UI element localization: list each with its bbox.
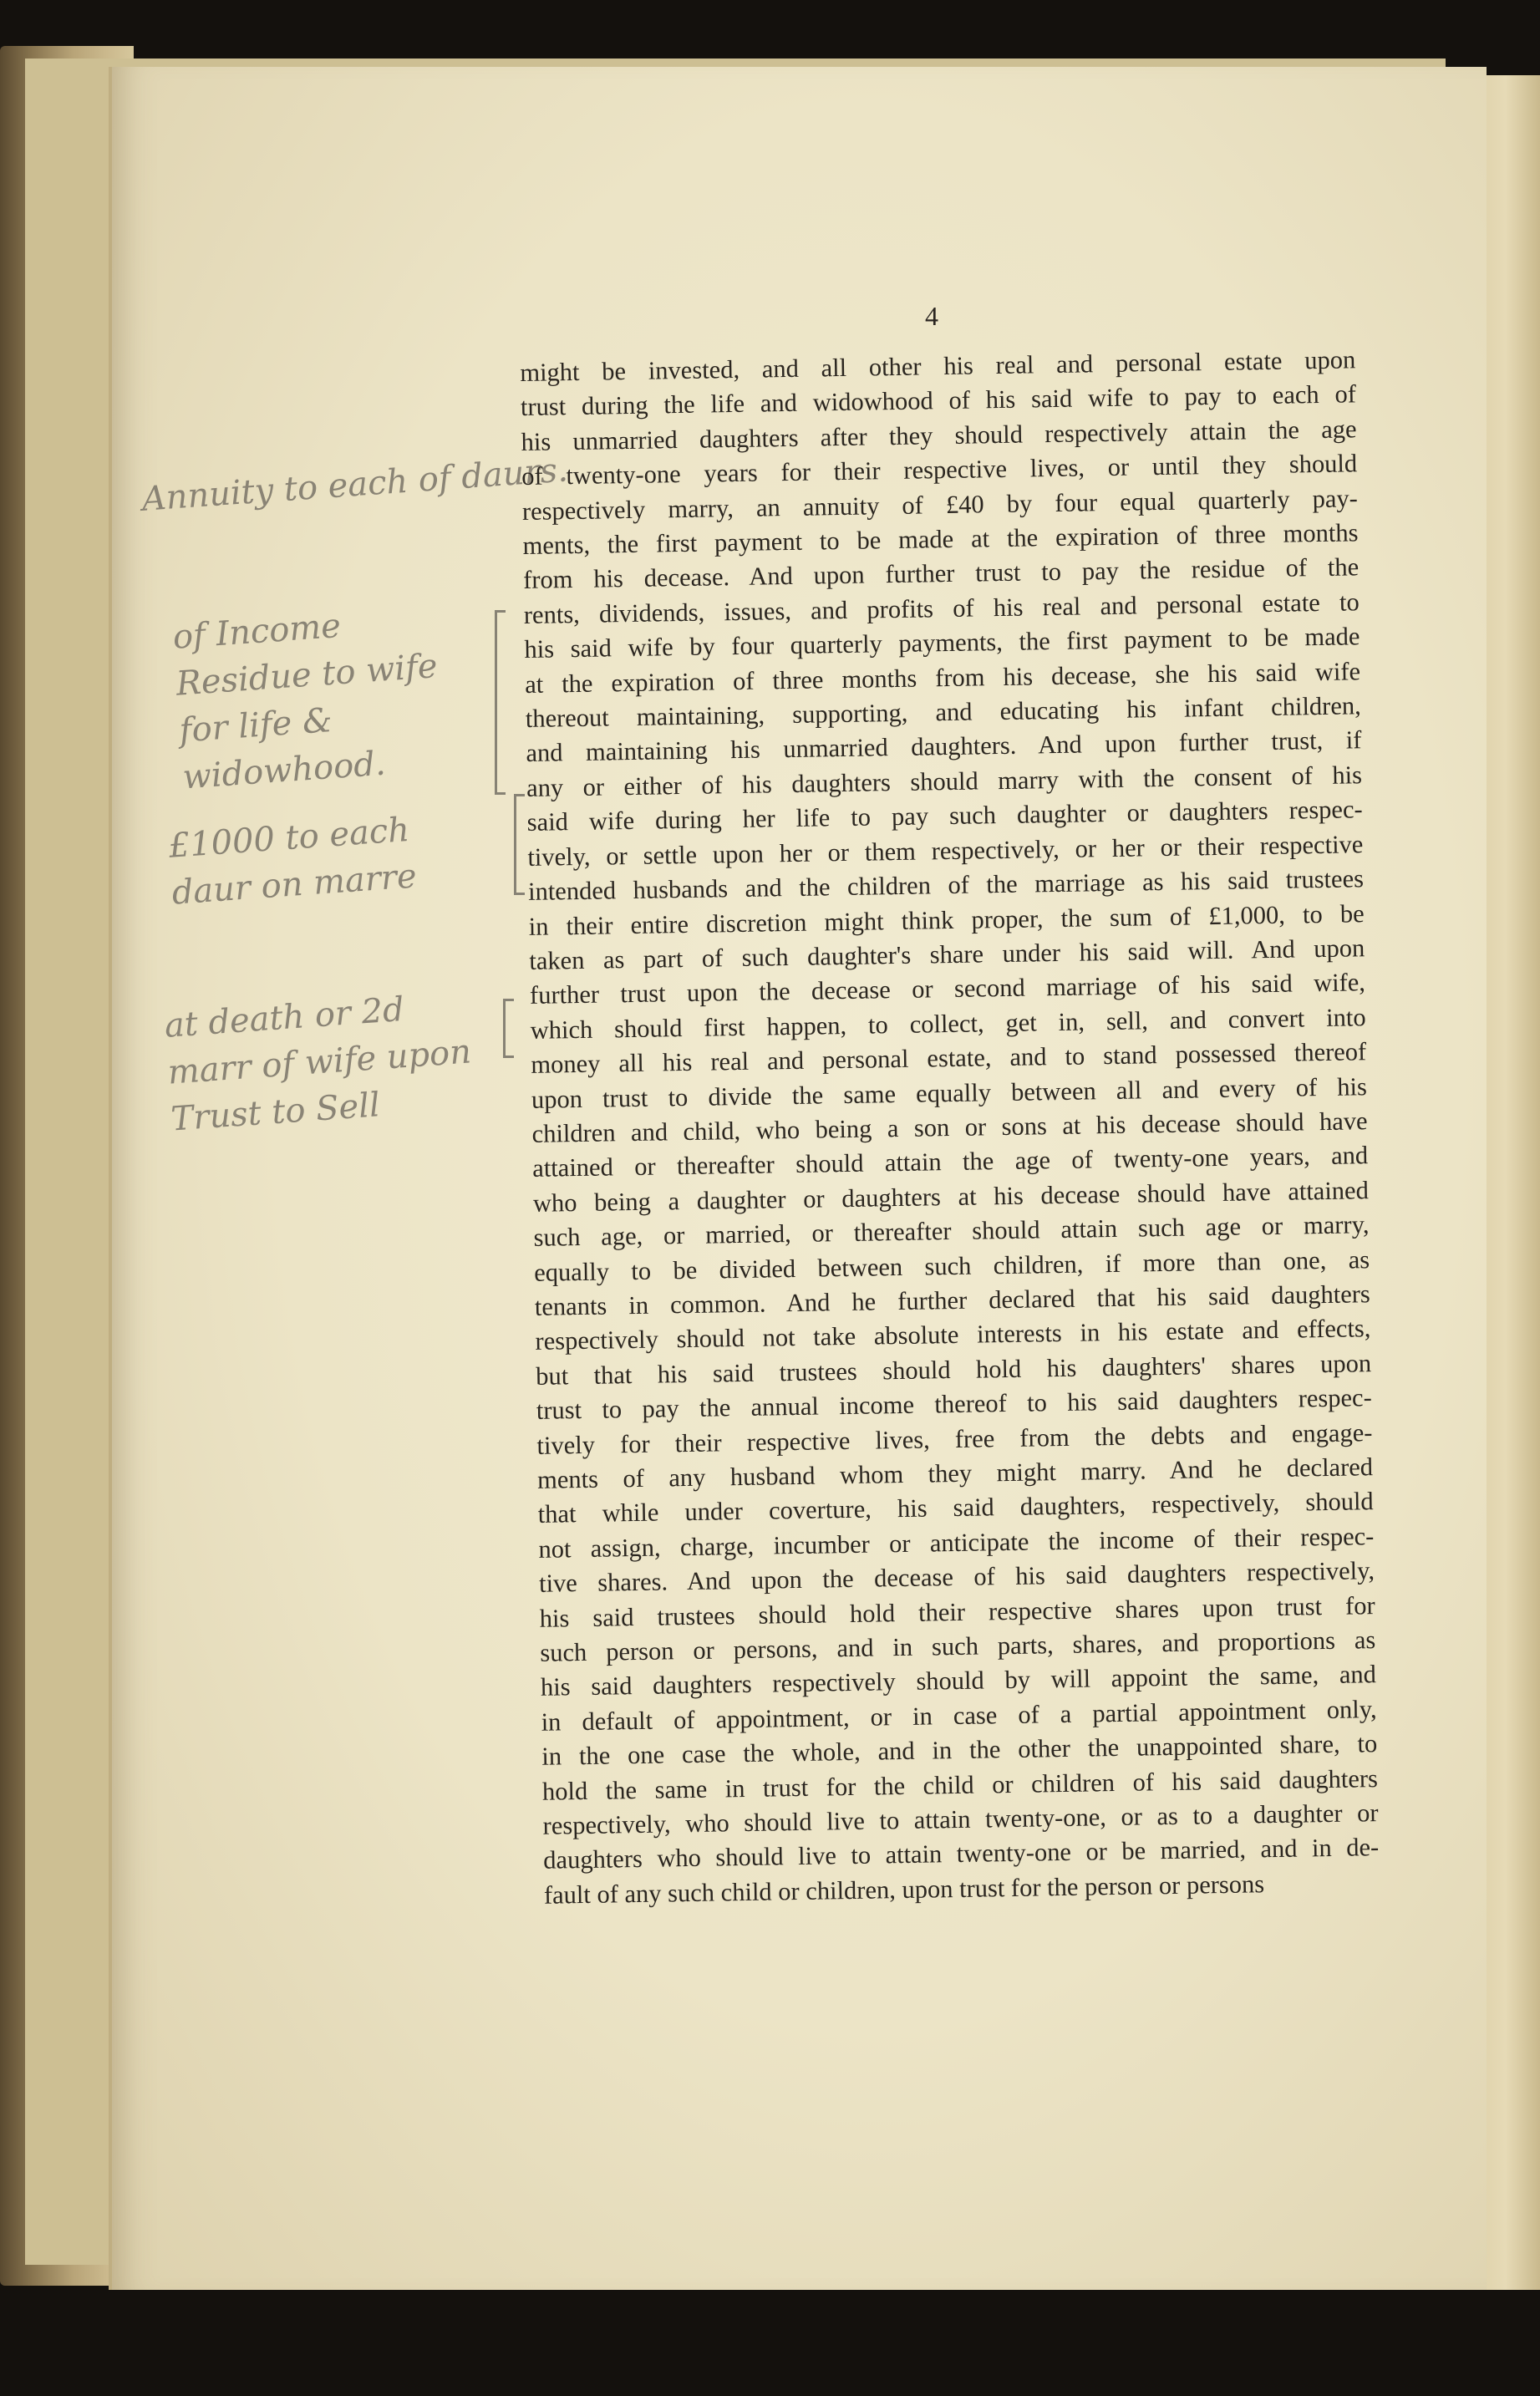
- text-line: respectively, who should live to attain twenty-one, or as to a daughter or: [542, 1798, 1379, 1840]
- text-line: in default of appointment, or in case of a partial appointment only,: [541, 1694, 1377, 1737]
- text-line: might be invested, and all other his real and personal estate upon: [520, 345, 1356, 387]
- text-line: in their entire discretion might think proper, the sum of £1,000, to be: [528, 898, 1365, 941]
- text-line: fault of any such child or children, upon trust for the person or persons: [543, 1869, 1265, 1910]
- margin-note: of Income Residue to wife for life & widowhood.: [171, 606, 439, 797]
- margin-note: at death or 2d marr of wife upon Trust to Sell: [163, 989, 473, 1139]
- text-line: any or either of his daughters should marry with the consent of his: [526, 761, 1363, 802]
- text-line: children and child, who being a son or sons at his decease should have: [531, 1106, 1368, 1148]
- text-line: money all his real and personal estate, and to stand possessed thereof: [531, 1037, 1367, 1080]
- text-line: such person or persons, and in such parts, shares, and proportions as: [540, 1625, 1376, 1667]
- text-line: that while under coverture, his said daughters, respectively, should: [537, 1487, 1374, 1529]
- text-line: trust during the life and widowhood of his said wife to pay to each of: [520, 379, 1357, 422]
- margin-bracket: [495, 610, 506, 795]
- text-line: and maintaining his unmarried daughters. And upon further trust, if: [526, 725, 1362, 768]
- text-line: said wife during her life to pay such daughter or daughters respec-: [526, 795, 1363, 837]
- text-line: tively for their respective lives, free from the debts and engage-: [536, 1417, 1373, 1460]
- text-line: his unmarried daughters after they should respectively attain the age: [521, 415, 1357, 456]
- text-line: but that his said trustees should hold his daughters' shares upon: [535, 1348, 1372, 1391]
- text-line: his said wife by four quarterly payments, the first payment to be made: [524, 622, 1360, 664]
- text-line: his said daughters respectively should by will appoint the same, and: [540, 1660, 1377, 1702]
- text-line: tive shares. And upon the decease of his said daughters respectively,: [538, 1556, 1375, 1599]
- text-line: respectively marry, an annuity of £40 by four equal quarterly pay-: [521, 483, 1359, 526]
- page-number: 4: [925, 301, 938, 331]
- text-line: further trust upon the decease or second marriage of his said wife,: [529, 968, 1366, 1010]
- text-line: respectively should not take absolute interests in his estate and effects,: [535, 1314, 1371, 1356]
- text-line: in the one case the whole, and in the other the unappointed share, to: [541, 1729, 1378, 1772]
- margin-bracket: [514, 794, 525, 895]
- text-line: hold the same in trust for the child or children of his said daughters: [541, 1763, 1379, 1806]
- text-line: ments, the first payment to be made at the expiration of three months: [522, 518, 1359, 561]
- text-line: ments of any husband whom they might marry. And he declared: [536, 1452, 1374, 1494]
- text-line: trust to pay the annual income thereof to his said daughters respec-: [536, 1383, 1372, 1426]
- text-line: of twenty-one years for their respective lives, or until they should: [521, 449, 1358, 491]
- text-line: thereout maintaining, supporting, and educating his infant children,: [525, 691, 1361, 734]
- margin-bracket: [503, 999, 514, 1058]
- body-text: [520, 343, 1380, 1913]
- text-line: intended husbands and the children of the marriage as his said trustees: [527, 864, 1365, 907]
- text-line: upon trust to divide the same equally between all and every of his: [531, 1071, 1368, 1114]
- text-line: which should first happen, to collect, get in, sell, and convert into: [530, 1002, 1366, 1045]
- text-line: not assign, charge, incumber or anticipate the income of their respec-: [538, 1521, 1375, 1564]
- text-line: attained or thereafter should attain the age of twenty-one years, and: [532, 1141, 1369, 1183]
- text-line: tenants in common. And he further declared that his said daughters: [534, 1279, 1371, 1321]
- margin-note: £1000 to each daur on marre: [167, 810, 419, 913]
- text-line: who being a daughter or daughters at his decease should have attained: [532, 1175, 1370, 1218]
- text-line: at the expiration of three months from his decease, she his said wife: [524, 656, 1361, 699]
- text-line: taken as part of such daughter's share under his said will. And upon: [529, 933, 1365, 975]
- text-line: rents, dividends, issues, and profits of his real and personal estate to: [523, 588, 1360, 629]
- text-line: daughters who should live to attain twenty-one or be married, and in de-: [543, 1833, 1380, 1875]
- text-line: his said trustees should hold their respective shares upon trust for: [539, 1590, 1375, 1633]
- text-line: from his decease. And upon further trust to pay the residue of the: [522, 552, 1360, 595]
- margin-note: Annuity to each of daurs.: [140, 450, 570, 519]
- text-line: such age, or married, or thereafter should attain such age or marry,: [533, 1210, 1370, 1253]
- text-line: tively, or settle upon her or them respectively, or her or their respective: [527, 829, 1364, 872]
- text-line: equally to be divided between such children, if more than one, as: [533, 1244, 1370, 1287]
